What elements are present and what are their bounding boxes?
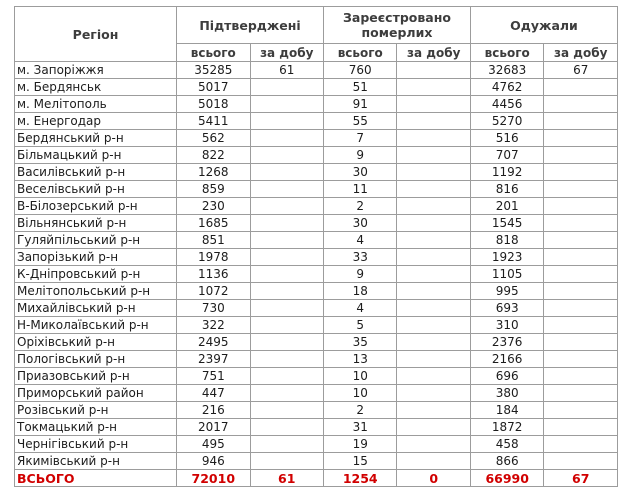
table-row (15, 385, 618, 402)
died-total-cell: 1254 (324, 470, 397, 487)
died-daily-cell (397, 351, 470, 368)
table-row (15, 130, 618, 147)
confirmed-daily-cell (250, 266, 323, 283)
confirmed-total-cell: 730 (177, 300, 250, 317)
died-total-cell: 9 (324, 147, 397, 164)
recovered-daily-cell: 67 (544, 62, 618, 79)
died-daily-cell (397, 113, 470, 130)
died-daily-cell (397, 62, 470, 79)
confirmed-total-cell: 1685 (177, 215, 250, 232)
died-total-cell: 10 (324, 368, 397, 385)
died-total-cell: 33 (324, 249, 397, 266)
table-row (15, 317, 618, 334)
died-daily-cell (397, 402, 470, 419)
confirmed-daily-cell (250, 198, 323, 215)
confirmed-daily-cell: 61 (250, 62, 323, 79)
region-name-cell: В-Білозерський р-н (15, 198, 177, 215)
confirmed-daily-cell (250, 402, 323, 419)
confirmed-daily-cell (250, 147, 323, 164)
recovered-daily-cell (544, 402, 618, 419)
recovered-daily-cell (544, 232, 618, 249)
region-name-cell: Оріхівський р-н (15, 334, 177, 351)
recovered-total-cell: 2166 (470, 351, 543, 368)
died-group-header (324, 7, 471, 44)
died-total-cell: 2 (324, 402, 397, 419)
confirmed-total-cell: 822 (177, 147, 250, 164)
confirmed-total-cell: 946 (177, 453, 250, 470)
recovered-group-header: Одужали (470, 7, 617, 44)
recovered-daily-cell: 67 (544, 470, 618, 487)
confirmed-daily-cell (250, 385, 323, 402)
region-name-cell: Василівський р-н (15, 164, 177, 181)
recovered-daily-cell (544, 147, 618, 164)
region-name-cell: Приазовський р-н (15, 368, 177, 385)
recovered-daily-cell (544, 249, 618, 266)
recovered-total-cell: 866 (470, 453, 543, 470)
died-daily-cell (397, 385, 470, 402)
region-name-cell: Якимівський р-н (15, 453, 177, 470)
table-row (15, 453, 618, 470)
died-total-cell: 2 (324, 198, 397, 215)
recovered-daily-cell (544, 368, 618, 385)
recovered-daily-cell (544, 436, 618, 453)
recovered-daily-cell (544, 453, 618, 470)
header-row-groups (15, 7, 618, 44)
recovered-total-cell: 818 (470, 232, 543, 249)
region-name-cell: Гуляйпільський р-н (15, 232, 177, 249)
died-total-cell: 35 (324, 334, 397, 351)
table-row (15, 283, 618, 300)
died-total-cell: 30 (324, 164, 397, 181)
region-name-cell: Чернігівський р-н (15, 436, 177, 453)
confirmed-daily-cell (250, 300, 323, 317)
recovered-total-cell: 184 (470, 402, 543, 419)
recovered-daily-cell (544, 266, 618, 283)
recovered-daily-cell (544, 215, 618, 232)
died-daily-cell (397, 96, 470, 113)
recovered-total-cell: 1545 (470, 215, 543, 232)
recovered-total-cell: 5270 (470, 113, 543, 130)
died-total-cell: 4 (324, 300, 397, 317)
died-total-cell: 9 (324, 266, 397, 283)
confirmed-total-cell: 35285 (177, 62, 250, 79)
confirmed-daily-cell (250, 130, 323, 147)
recovered-daily-cell (544, 334, 618, 351)
confirmed-total-cell: 859 (177, 181, 250, 198)
died-daily-cell (397, 317, 470, 334)
recovered-daily-cell (544, 130, 618, 147)
died-total-cell: 19 (324, 436, 397, 453)
died-total-header: всього (324, 44, 397, 62)
died-total-cell: 30 (324, 215, 397, 232)
region-name-cell: Н-Миколаївський р-н (15, 317, 177, 334)
confirmed-daily-cell (250, 334, 323, 351)
died-total-cell: 5 (324, 317, 397, 334)
confirmed-total-cell: 5018 (177, 96, 250, 113)
confirmed-total-cell: 751 (177, 368, 250, 385)
recovered-daily-cell (544, 351, 618, 368)
died-daily-cell (397, 436, 470, 453)
died-total-cell: 7 (324, 130, 397, 147)
table-row (15, 62, 618, 79)
recovered-total-cell: 458 (470, 436, 543, 453)
total-row (15, 470, 618, 487)
confirmed-daily-cell (250, 113, 323, 130)
died-daily-cell (397, 130, 470, 147)
recovered-daily-cell (544, 113, 618, 130)
region-column-header: Регіон (15, 7, 177, 62)
confirmed-daily-cell (250, 419, 323, 436)
confirmed-daily-cell (250, 232, 323, 249)
table-row (15, 419, 618, 436)
died-total-cell: 11 (324, 181, 397, 198)
confirmed-daily-cell (250, 453, 323, 470)
region-name-cell: Бердянський р-н (15, 130, 177, 147)
confirmed-total-cell: 447 (177, 385, 250, 402)
confirmed-daily-cell (250, 181, 323, 198)
recovered-total-cell: 201 (470, 198, 543, 215)
confirmed-total-cell: 495 (177, 436, 250, 453)
died-daily-cell (397, 181, 470, 198)
recovered-total-cell: 1105 (470, 266, 543, 283)
region-name-cell: Токмацький р-н (15, 419, 177, 436)
table-row (15, 368, 618, 385)
died-daily-cell (397, 232, 470, 249)
table-row (15, 215, 618, 232)
region-name-cell: Більмацький р-н (15, 147, 177, 164)
died-total-cell: 760 (324, 62, 397, 79)
confirmed-total-cell: 1136 (177, 266, 250, 283)
region-name-cell: Мелітопольський р-н (15, 283, 177, 300)
recovered-daily-cell (544, 385, 618, 402)
recovered-total-cell: 995 (470, 283, 543, 300)
confirmed-total-cell: 72010 (177, 470, 250, 487)
died-daily-cell: 0 (397, 470, 470, 487)
table-row (15, 334, 618, 351)
died-daily-header: за добу (397, 44, 470, 62)
confirmed-total-cell: 2495 (177, 334, 250, 351)
table-row (15, 436, 618, 453)
confirmed-daily-header: за добу (250, 44, 323, 62)
region-name-cell: м. Запоріжжя (15, 62, 177, 79)
region-name-cell: Пологівський р-н (15, 351, 177, 368)
recovered-daily-cell (544, 96, 618, 113)
died-daily-cell (397, 266, 470, 283)
died-total-cell: 4 (324, 232, 397, 249)
table-row (15, 147, 618, 164)
confirmed-total-cell: 1072 (177, 283, 250, 300)
confirmed-total-cell: 562 (177, 130, 250, 147)
table-row (15, 181, 618, 198)
died-total-cell: 13 (324, 351, 397, 368)
recovered-daily-cell (544, 198, 618, 215)
confirmed-daily-cell (250, 249, 323, 266)
confirmed-total-cell: 2017 (177, 419, 250, 436)
confirmed-daily-cell (250, 351, 323, 368)
table-row (15, 79, 618, 96)
confirmed-total-cell: 1268 (177, 164, 250, 181)
died-daily-cell (397, 419, 470, 436)
table-header (15, 7, 618, 62)
died-total-cell: 31 (324, 419, 397, 436)
died-total-cell: 15 (324, 453, 397, 470)
table-row (15, 113, 618, 130)
confirmed-daily-cell (250, 164, 323, 181)
table-row (15, 402, 618, 419)
table-row (15, 266, 618, 283)
confirmed-total-cell: 5411 (177, 113, 250, 130)
died-daily-cell (397, 368, 470, 385)
recovered-total-cell: 310 (470, 317, 543, 334)
region-name-cell: Вільнянський р-н (15, 215, 177, 232)
died-daily-cell (397, 249, 470, 266)
recovered-total-cell: 1192 (470, 164, 543, 181)
region-name-cell: ВСЬОГО (15, 470, 177, 487)
died-group-header-text: Зареєстровано померлих (343, 10, 451, 40)
confirmed-daily-cell (250, 436, 323, 453)
table-row (15, 300, 618, 317)
recovered-daily-cell (544, 79, 618, 96)
recovered-daily-header: за добу (544, 44, 618, 62)
confirmed-daily-cell: 61 (250, 470, 323, 487)
region-name-cell: м. Бердянськ (15, 79, 177, 96)
table-row (15, 96, 618, 113)
recovered-total-cell: 1923 (470, 249, 543, 266)
confirmed-daily-cell (250, 317, 323, 334)
region-name-cell: м. Мелітополь (15, 96, 177, 113)
recovered-daily-cell (544, 419, 618, 436)
recovered-daily-cell (544, 300, 618, 317)
confirmed-daily-cell (250, 215, 323, 232)
confirmed-group-header: Підтверджені (177, 7, 324, 44)
region-name-cell: Михайлівський р-н (15, 300, 177, 317)
recovered-total-cell: 4456 (470, 96, 543, 113)
region-name-cell: Приморський район (15, 385, 177, 402)
recovered-total-cell: 696 (470, 368, 543, 385)
died-daily-cell (397, 334, 470, 351)
died-daily-cell (397, 283, 470, 300)
recovered-total-cell: 816 (470, 181, 543, 198)
recovered-total-cell: 32683 (470, 62, 543, 79)
confirmed-total-cell: 851 (177, 232, 250, 249)
confirmed-total-cell: 5017 (177, 79, 250, 96)
died-daily-cell (397, 300, 470, 317)
recovered-total-cell: 4762 (470, 79, 543, 96)
confirmed-total-cell: 230 (177, 198, 250, 215)
recovered-total-cell: 380 (470, 385, 543, 402)
recovered-total-header: всього (470, 44, 543, 62)
died-daily-cell (397, 215, 470, 232)
confirmed-daily-cell (250, 283, 323, 300)
table-row (15, 164, 618, 181)
died-daily-cell (397, 453, 470, 470)
recovered-daily-cell (544, 317, 618, 334)
confirmed-daily-cell (250, 96, 323, 113)
table-body (15, 62, 618, 487)
confirmed-total-cell: 216 (177, 402, 250, 419)
died-daily-cell (397, 198, 470, 215)
confirmed-total-header: всього (177, 44, 250, 62)
confirmed-daily-cell (250, 79, 323, 96)
table-row (15, 351, 618, 368)
recovered-total-cell: 707 (470, 147, 543, 164)
recovered-total-cell: 1872 (470, 419, 543, 436)
covid-statistics-table (14, 6, 618, 487)
confirmed-total-cell: 1978 (177, 249, 250, 266)
region-name-cell: Веселівський р-н (15, 181, 177, 198)
recovered-total-cell: 516 (470, 130, 543, 147)
died-daily-cell (397, 147, 470, 164)
died-total-cell: 91 (324, 96, 397, 113)
died-daily-cell (397, 164, 470, 181)
region-name-cell: Запорізький р-н (15, 249, 177, 266)
recovered-daily-cell (544, 164, 618, 181)
table-row (15, 249, 618, 266)
recovered-daily-cell (544, 181, 618, 198)
table-row (15, 232, 618, 249)
died-total-cell: 55 (324, 113, 397, 130)
table-row (15, 198, 618, 215)
recovered-total-cell: 2376 (470, 334, 543, 351)
region-name-cell: Розівський р-н (15, 402, 177, 419)
region-name-cell: К-Дніпровський р-н (15, 266, 177, 283)
confirmed-total-cell: 322 (177, 317, 250, 334)
recovered-total-cell: 66990 (470, 470, 543, 487)
confirmed-total-cell: 2397 (177, 351, 250, 368)
died-total-cell: 10 (324, 385, 397, 402)
recovered-daily-cell (544, 283, 618, 300)
died-total-cell: 18 (324, 283, 397, 300)
died-daily-cell (397, 79, 470, 96)
confirmed-daily-cell (250, 368, 323, 385)
recovered-total-cell: 693 (470, 300, 543, 317)
died-total-cell: 51 (324, 79, 397, 96)
region-name-cell: м. Енергодар (15, 113, 177, 130)
